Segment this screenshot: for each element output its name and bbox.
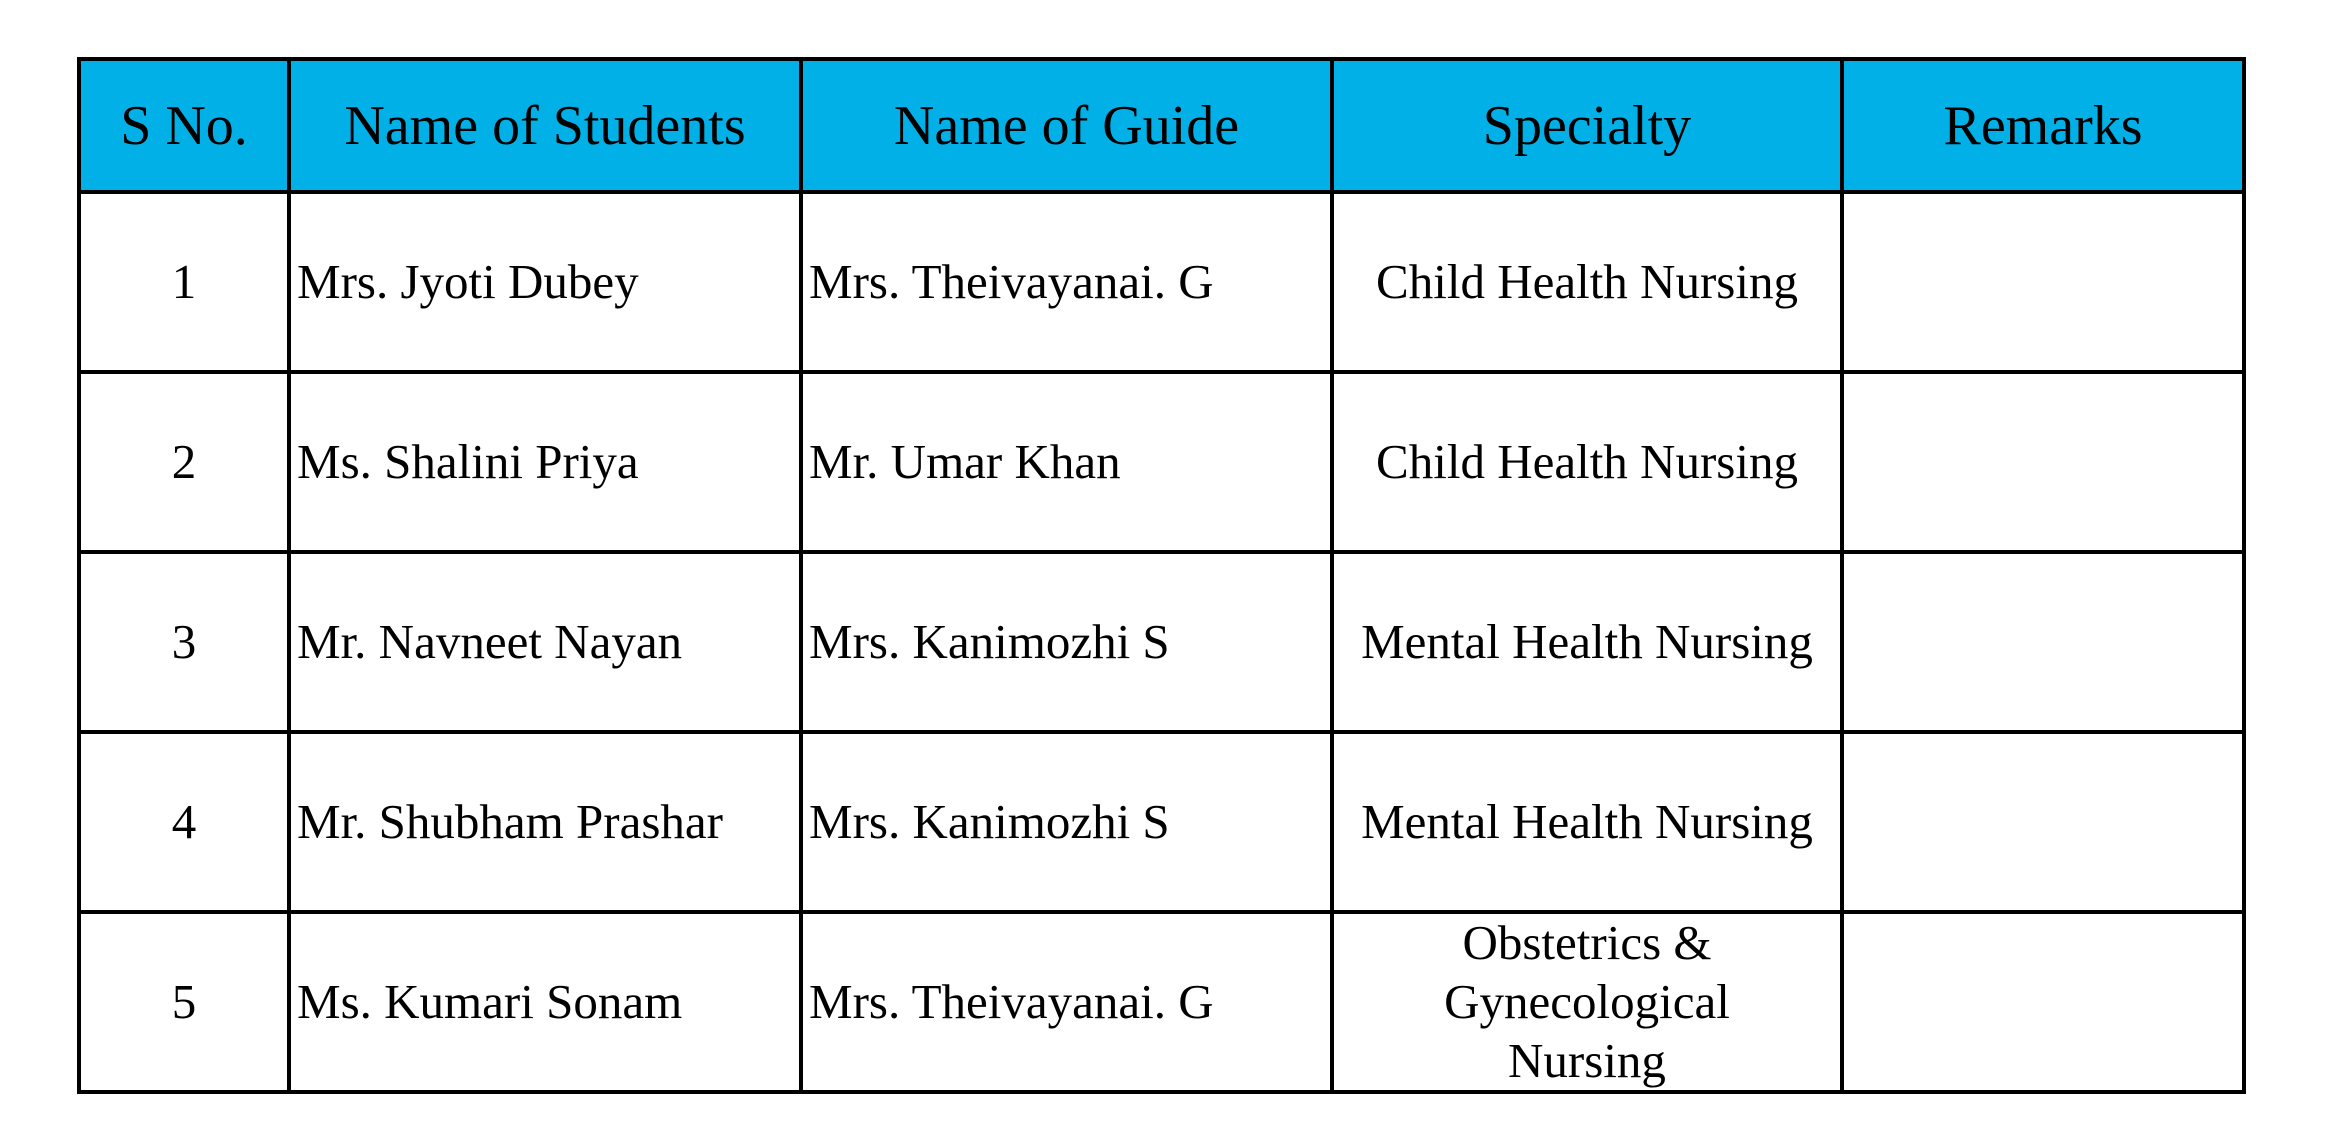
table-header-row <box>79 59 2244 192</box>
student-guide-table-container <box>77 57 2246 1094</box>
header-remarks: Remarks <box>1842 59 2244 192</box>
cell-student-name: Ms. Kumari Sonam <box>289 912 801 1092</box>
cell-sno: 3 <box>79 552 289 732</box>
table-row <box>79 732 2244 912</box>
cell-guide-name: Mrs. Kanimozhi S <box>801 552 1332 732</box>
cell-specialty <box>1332 912 1842 1092</box>
cell-specialty: Child Health Nursing <box>1332 192 1842 372</box>
student-guide-table <box>77 57 2246 1094</box>
table-row <box>79 372 2244 552</box>
header-specialty: Specialty <box>1332 59 1842 192</box>
cell-sno: 5 <box>79 912 289 1092</box>
cell-sno: 4 <box>79 732 289 912</box>
specialty-text: Obstetrics & Gynecological Nursing <box>1444 915 1730 1088</box>
cell-student-name: Ms. Shalini Priya <box>289 372 801 552</box>
header-guide-name: Name of Guide <box>801 59 1332 192</box>
cell-sno: 1 <box>79 192 289 372</box>
cell-remarks <box>1842 552 2244 732</box>
cell-student-name: Mrs. Jyoti Dubey <box>289 192 801 372</box>
table-row <box>79 552 2244 732</box>
cell-remarks <box>1842 732 2244 912</box>
cell-student-name: Mr. Navneet Nayan <box>289 552 801 732</box>
cell-remarks <box>1842 912 2244 1092</box>
cell-guide-name: Mrs. Kanimozhi S <box>801 732 1332 912</box>
cell-specialty: Mental Health Nursing <box>1332 552 1842 732</box>
cell-specialty: Mental Health Nursing <box>1332 732 1842 912</box>
cell-guide-name: Mrs. Theivayanai. G <box>801 192 1332 372</box>
header-student-name: Name of Students <box>289 59 801 192</box>
table-row <box>79 192 2244 372</box>
table-row <box>79 912 2244 1092</box>
cell-specialty: Child Health Nursing <box>1332 372 1842 552</box>
cell-remarks <box>1842 192 2244 372</box>
cell-sno: 2 <box>79 372 289 552</box>
cell-remarks <box>1842 372 2244 552</box>
header-sno: S No. <box>79 59 289 192</box>
cell-student-name: Mr. Shubham Prashar <box>289 732 801 912</box>
cell-guide-name: Mrs. Theivayanai. G <box>801 912 1332 1092</box>
cell-guide-name: Mr. Umar Khan <box>801 372 1332 552</box>
